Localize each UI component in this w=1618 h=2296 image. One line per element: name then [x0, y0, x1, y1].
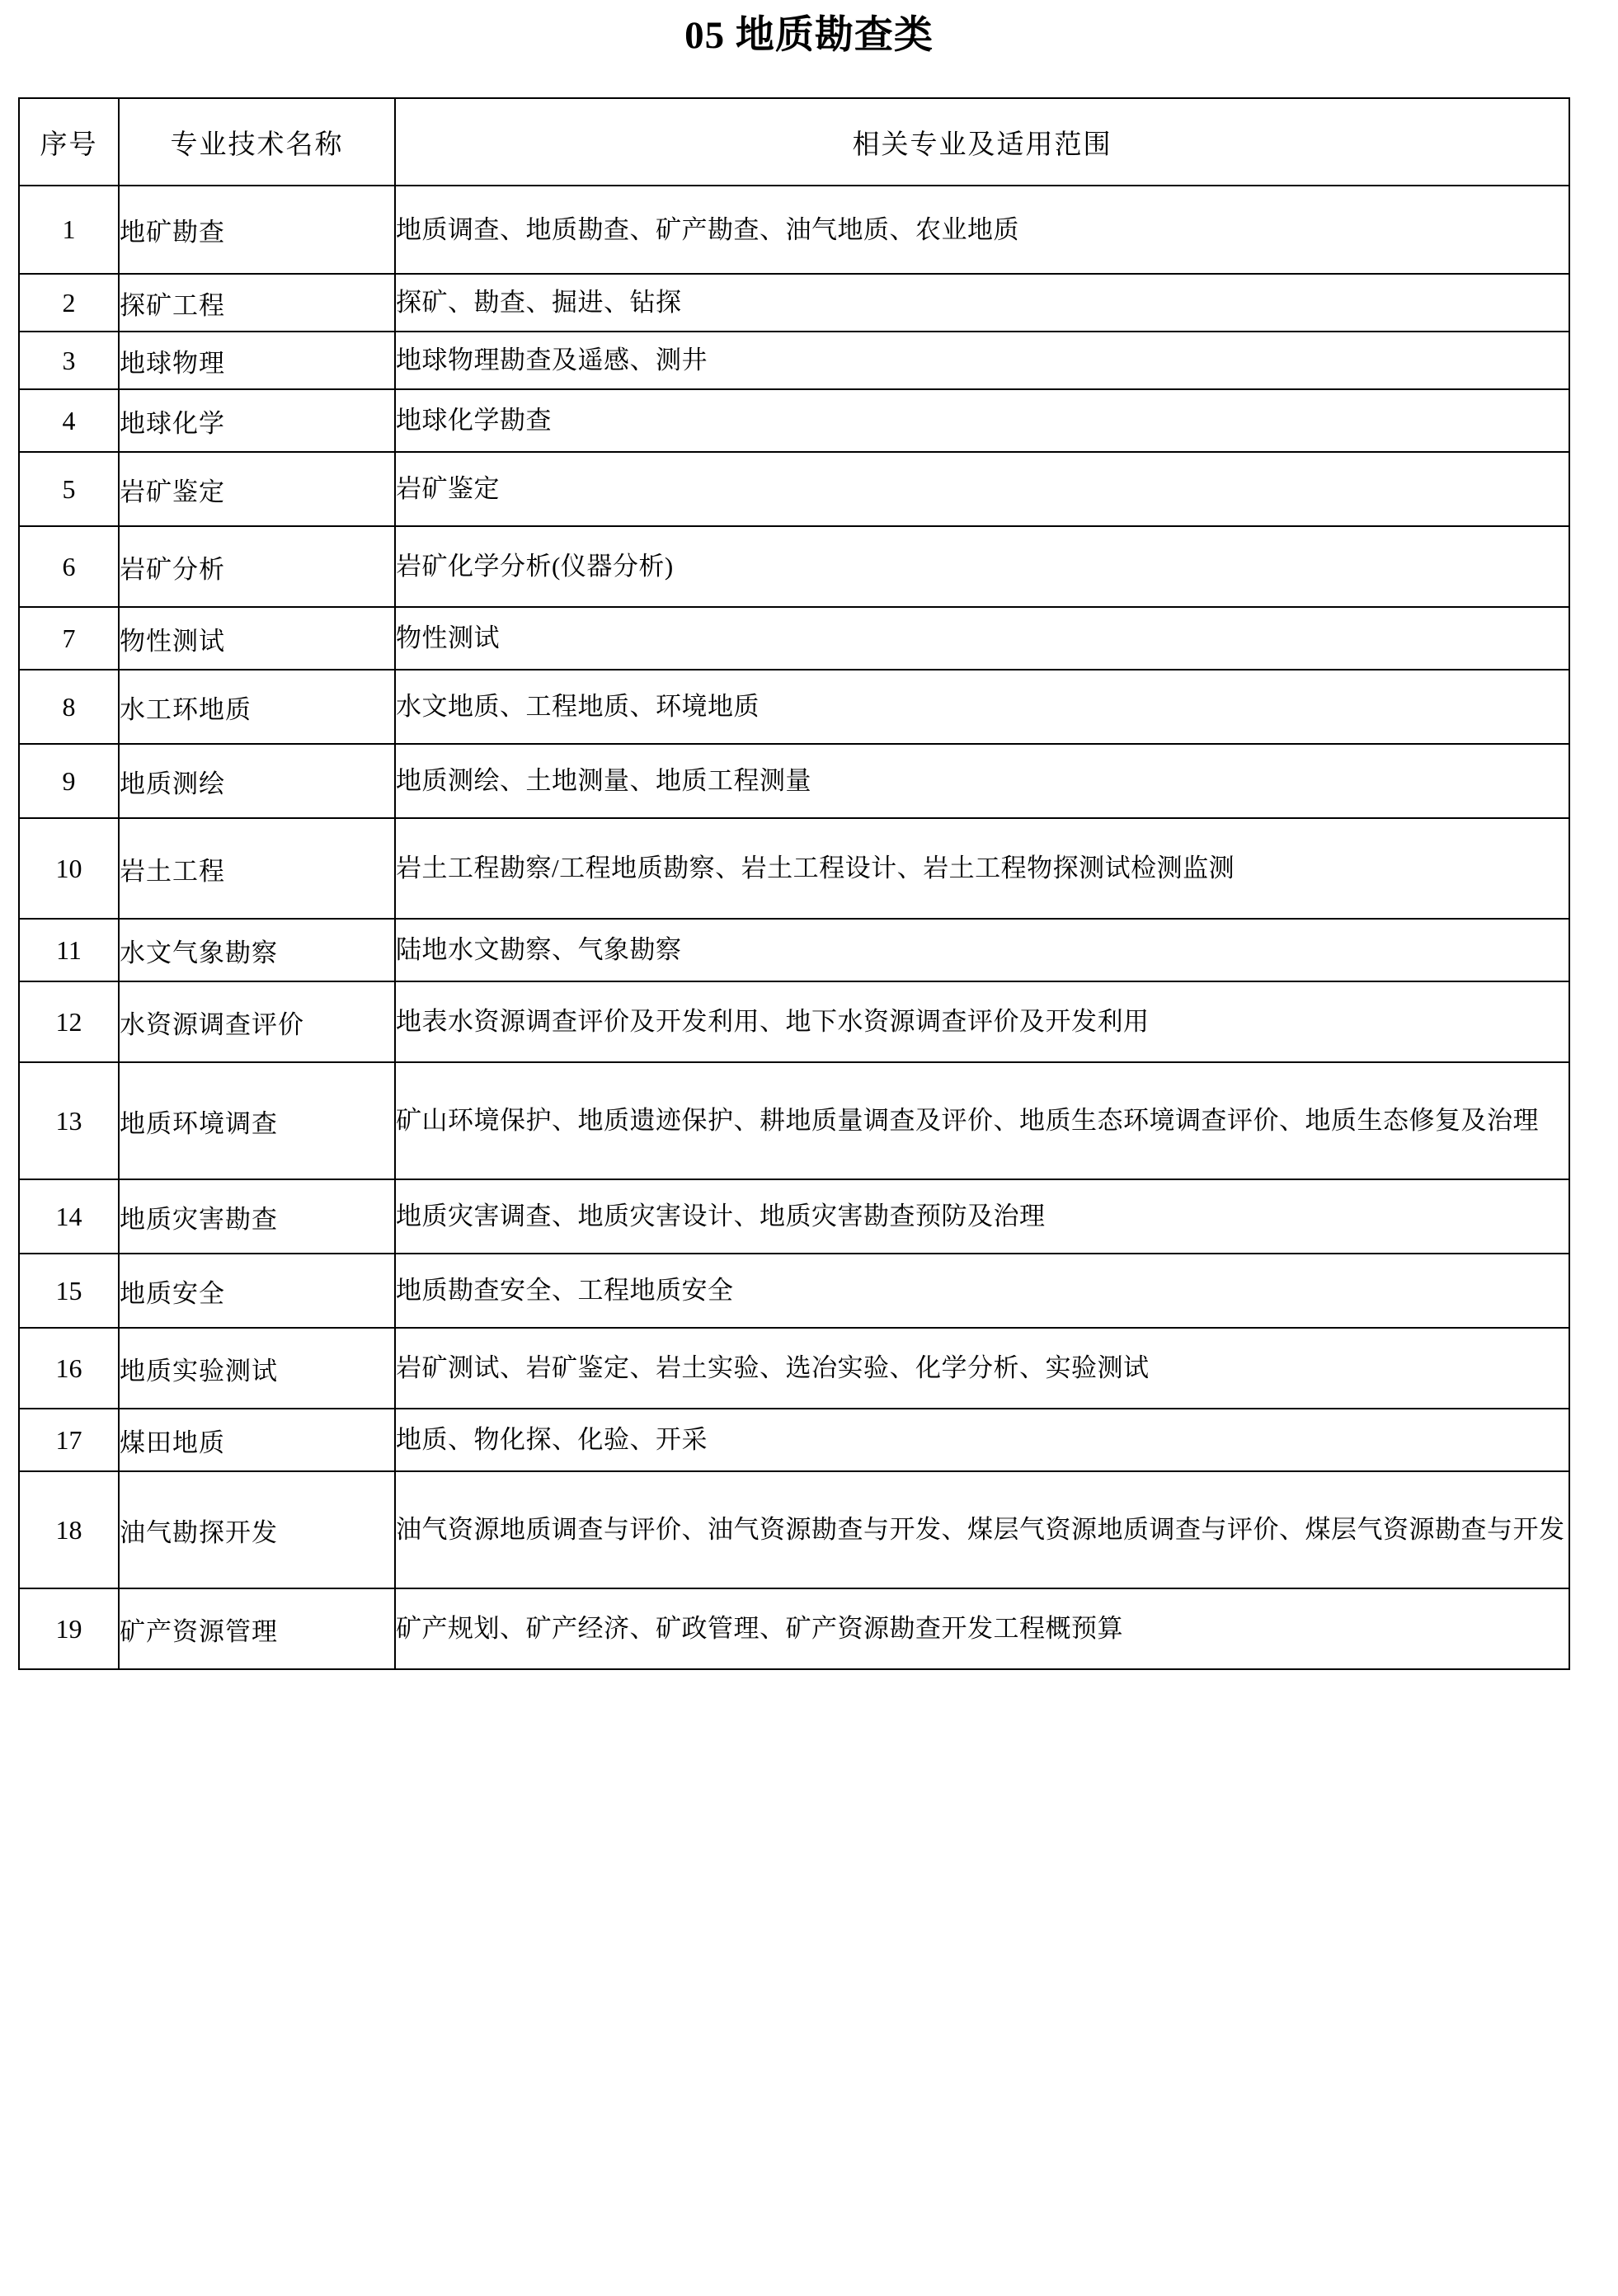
table-row — [19, 670, 1569, 744]
table-row — [19, 332, 1569, 389]
row-number: 9 — [19, 744, 119, 818]
row-scope: 岩矿测试、岩矿鉴定、岩土实验、选冶实验、化学分析、实验测试 — [395, 1328, 1569, 1409]
row-number: 13 — [19, 1062, 119, 1179]
row-specialty-name: 水文气象勘察 — [119, 919, 395, 981]
row-scope: 油气资源地质调查与评价、油气资源勘查与开发、煤层气资源地质调查与评价、煤层气资源勘查与开发 — [395, 1471, 1569, 1588]
row-number: 17 — [19, 1409, 119, 1471]
row-specialty-name: 地质实验测试 — [119, 1328, 395, 1409]
table-row — [19, 1588, 1569, 1669]
table-row — [19, 1254, 1569, 1328]
row-scope: 陆地水文勘察、气象勘察 — [395, 919, 1569, 981]
row-number: 2 — [19, 274, 119, 332]
row-scope: 地质调查、地质勘查、矿产勘查、油气地质、农业地质 — [395, 186, 1569, 274]
row-scope: 地质灾害调查、地质灾害设计、地质灾害勘查预防及治理 — [395, 1179, 1569, 1254]
row-number: 5 — [19, 452, 119, 526]
table-row — [19, 607, 1569, 670]
page-title: 05 地质勘查类 — [684, 14, 934, 57]
row-number: 10 — [19, 818, 119, 919]
row-number: 15 — [19, 1254, 119, 1328]
column-header-number — [19, 98, 119, 186]
row-specialty-name: 探矿工程 — [119, 274, 395, 332]
table-row — [19, 818, 1569, 919]
row-scope: 矿产规划、矿产经济、矿政管理、矿产资源勘查开发工程概预算 — [395, 1588, 1569, 1669]
table-row — [19, 186, 1569, 274]
row-number: 8 — [19, 670, 119, 744]
row-specialty-name: 地质环境调查 — [119, 1062, 395, 1179]
table-row — [19, 1409, 1569, 1471]
row-scope: 岩土工程勘察/工程地质勘察、岩土工程设计、岩土工程物探测试检测监测 — [395, 818, 1569, 919]
row-scope: 地质测绘、土地测量、地质工程测量 — [395, 744, 1569, 818]
row-scope: 地球化学勘查 — [395, 389, 1569, 452]
column-header-scope — [395, 98, 1569, 186]
row-number: 3 — [19, 332, 119, 389]
column-header-name — [119, 98, 395, 186]
row-specialty-name: 地球物理 — [119, 332, 395, 389]
table-row — [19, 389, 1569, 452]
row-number: 1 — [19, 186, 119, 274]
row-specialty-name: 地质灾害勘查 — [119, 1179, 395, 1254]
table-row — [19, 526, 1569, 607]
table-row — [19, 1471, 1569, 1588]
row-specialty-name: 水工环地质 — [119, 670, 395, 744]
table-row — [19, 1062, 1569, 1179]
table-row — [19, 919, 1569, 981]
row-number: 18 — [19, 1471, 119, 1588]
table-row — [19, 744, 1569, 818]
row-specialty-name: 物性测试 — [119, 607, 395, 670]
row-specialty-name: 油气勘探开发 — [119, 1471, 395, 1588]
column-header-name-label: 专业技术名称 — [170, 129, 344, 160]
row-specialty-name: 岩矿鉴定 — [119, 452, 395, 526]
row-number: 14 — [19, 1179, 119, 1254]
row-scope: 地球物理勘查及遥感、测井 — [395, 332, 1569, 389]
row-scope: 探矿、勘查、掘进、钻探 — [395, 274, 1569, 332]
row-scope: 地表水资源调查评价及开发利用、地下水资源调查评价及开发利用 — [395, 981, 1569, 1062]
table-row — [19, 452, 1569, 526]
table-row — [19, 1328, 1569, 1409]
row-specialty-name: 煤田地质 — [119, 1409, 395, 1471]
specialty-table — [18, 97, 1570, 1670]
row-scope: 水文地质、工程地质、环境地质 — [395, 670, 1569, 744]
column-header-number-label: 序号 — [40, 129, 98, 160]
row-number: 11 — [19, 919, 119, 981]
row-scope: 岩矿化学分析(仪器分析) — [395, 526, 1569, 607]
row-number: 4 — [19, 389, 119, 452]
table-row — [19, 1179, 1569, 1254]
table-row — [19, 274, 1569, 332]
row-specialty-name: 水资源调查评价 — [119, 981, 395, 1062]
row-specialty-name: 岩矿分析 — [119, 526, 395, 607]
row-specialty-name: 地质测绘 — [119, 744, 395, 818]
row-number: 12 — [19, 981, 119, 1062]
row-number: 19 — [19, 1588, 119, 1669]
row-number: 16 — [19, 1328, 119, 1409]
specialty-table-wrapper — [18, 97, 1569, 1670]
row-number: 6 — [19, 526, 119, 607]
table-body — [19, 186, 1569, 1669]
row-specialty-name: 矿产资源管理 — [119, 1588, 395, 1669]
row-scope: 地质、物化探、化验、开采 — [395, 1409, 1569, 1471]
table-header-row — [19, 98, 1569, 186]
column-header-scope-label: 相关专业及适用范围 — [852, 129, 1112, 160]
row-number: 7 — [19, 607, 119, 670]
row-specialty-name: 地矿勘查 — [119, 186, 395, 274]
row-specialty-name: 地球化学 — [119, 389, 395, 452]
row-scope: 岩矿鉴定 — [395, 452, 1569, 526]
row-specialty-name: 岩土工程 — [119, 818, 395, 919]
table-row — [19, 981, 1569, 1062]
row-specialty-name: 地质安全 — [119, 1254, 395, 1328]
row-scope: 物性测试 — [395, 607, 1569, 670]
row-scope: 矿山环境保护、地质遗迹保护、耕地质量调查及评价、地质生态环境调查评价、地质生态修复及治理 — [395, 1062, 1569, 1179]
table-header — [19, 98, 1569, 186]
row-scope: 地质勘查安全、工程地质安全 — [395, 1254, 1569, 1328]
